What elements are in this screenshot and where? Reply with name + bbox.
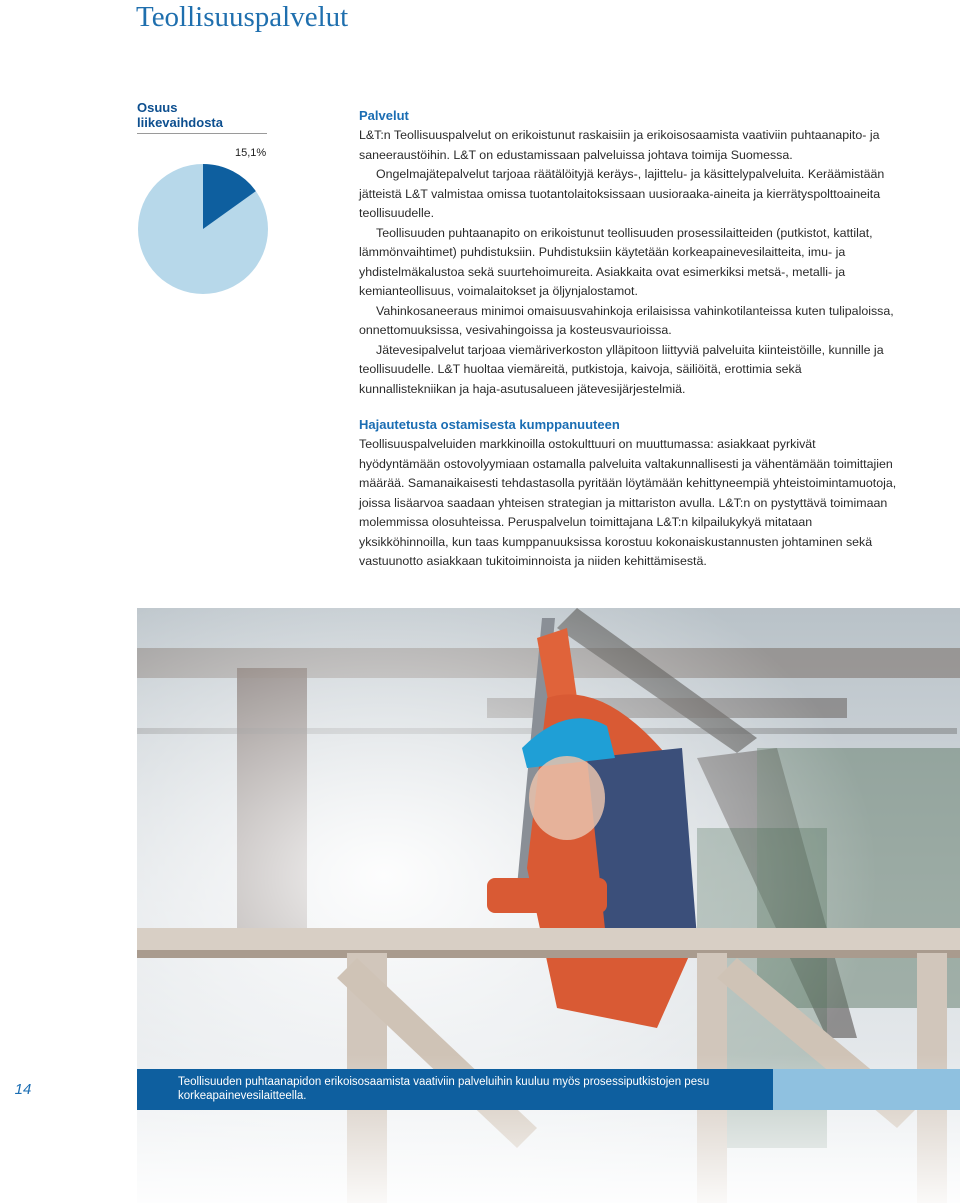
paragraph: Teollisuuspalveluiden markkinoilla ostokulttuuri on muuttumassa: asiakkaat pyrkivät hyödyntämään ostovolyymiaan ostamalla palveluita valtakunnallisesti ja vähentämään toimittajien määrää. Samanaikaisesti tehdastasolla pyritään löytämään kehittyneempiä yhteistoimintamuotoja, joissa lisäarvoa saadaan yhteisen strategian ja mittariston avulla. L&T:n on pystyttävä toimimaan molemmissa olosuhteissa. Peruspalvelun toimittajana L&T:n kilpailukykyä mitataan yksikköhinnoilla, kun taas kumppanuuksissa korostuu kokonaiskustannusten johtaminen sekä vastuunotto asiakkaan tukitoiminnoista ja niiden kehittämisestä. — [359, 437, 897, 568]
share-value: 15,1% — [235, 147, 267, 159]
paragraph: Teollisuuden puhtaanapito on erikoistunut teollisuuden prosessilaitteiden (putkistot, kattilat, lämmönvaihtimet) puhdistuksiin. Puhdistuksiin käytetään korkeapainevesilaitteita, imu- ja yhdistelmäkalustoa sekä suurtehoimureita. Asiakkaita ovat esimerkiksi metsä-, metalli- ja kemianteollisuus, voimalaitokset ja öljynjalostamot. — [359, 225, 873, 298]
page-title: Teollisuuspalvelut — [136, 1, 349, 33]
section-palvelut — [359, 108, 899, 399]
photo-caption: Teollisuuden puhtaanapidon erikoisosaamista vaativiin palveluihin kuuluu myös prosessiputkistojen pesu korkeapainevesilaitteella. — [137, 1069, 773, 1110]
section-kumppanuus — [359, 417, 899, 572]
photo-worker-pressure-washing — [137, 608, 960, 1203]
paragraph: L&T:n Teollisuuspalvelut on erikoistunut raskaisiin ja erikoisosaamista vaativiin puhtaanapito- ja saneeraustöihin. L&T on edustamissaan palveluissa johtava toimija Suomessa. — [359, 128, 880, 162]
section-heading: Hajautetusta ostamisesta kumppanuuteen — [359, 417, 620, 432]
paragraph: Vahinkosaneeraus minimoi omaisuusvahinkoja erilaisissa vahinkotilanteissa kuten tulipaloissa, onnettomuuksissa, vesivahingoissa ja kosteusvaurioissa. — [359, 303, 894, 337]
paragraph: Jätevesipalvelut tarjoaa viemäriverkoston ylläpitoon liittyviä palveluita kiinteistöille, kunnille ja teollisuudelle. L&T huoltaa viemäreitä, putkistoja, kaivoja, säiliöitä, erottimia sekä kunnallistekniikan ja haja-asutusalueen jätevesijärjestelmiä. — [359, 342, 884, 396]
caption-accent-bar — [773, 1069, 960, 1110]
section-heading: Palvelut — [359, 108, 409, 123]
revenue-share-label: Osuus liikevaihdosta — [137, 100, 223, 130]
photo-illustration — [137, 608, 960, 1203]
divider — [137, 133, 267, 134]
revenue-share-panel — [137, 100, 267, 134]
page-number: 14 — [0, 1069, 46, 1110]
paragraph: Ongelmajätepalvelut tarjoaa räätälöityjä keräys-, lajittelu- ja käsittelypalveluita. Keräämistään jätteistä L&T valmistaa omissa tuotantolaitoksissaan uusioraaka-aineita ja kierrätyspolttoaineita teollisuudelle. — [359, 167, 885, 220]
revenue-share-pie-chart — [137, 163, 269, 295]
article-body — [359, 108, 899, 572]
